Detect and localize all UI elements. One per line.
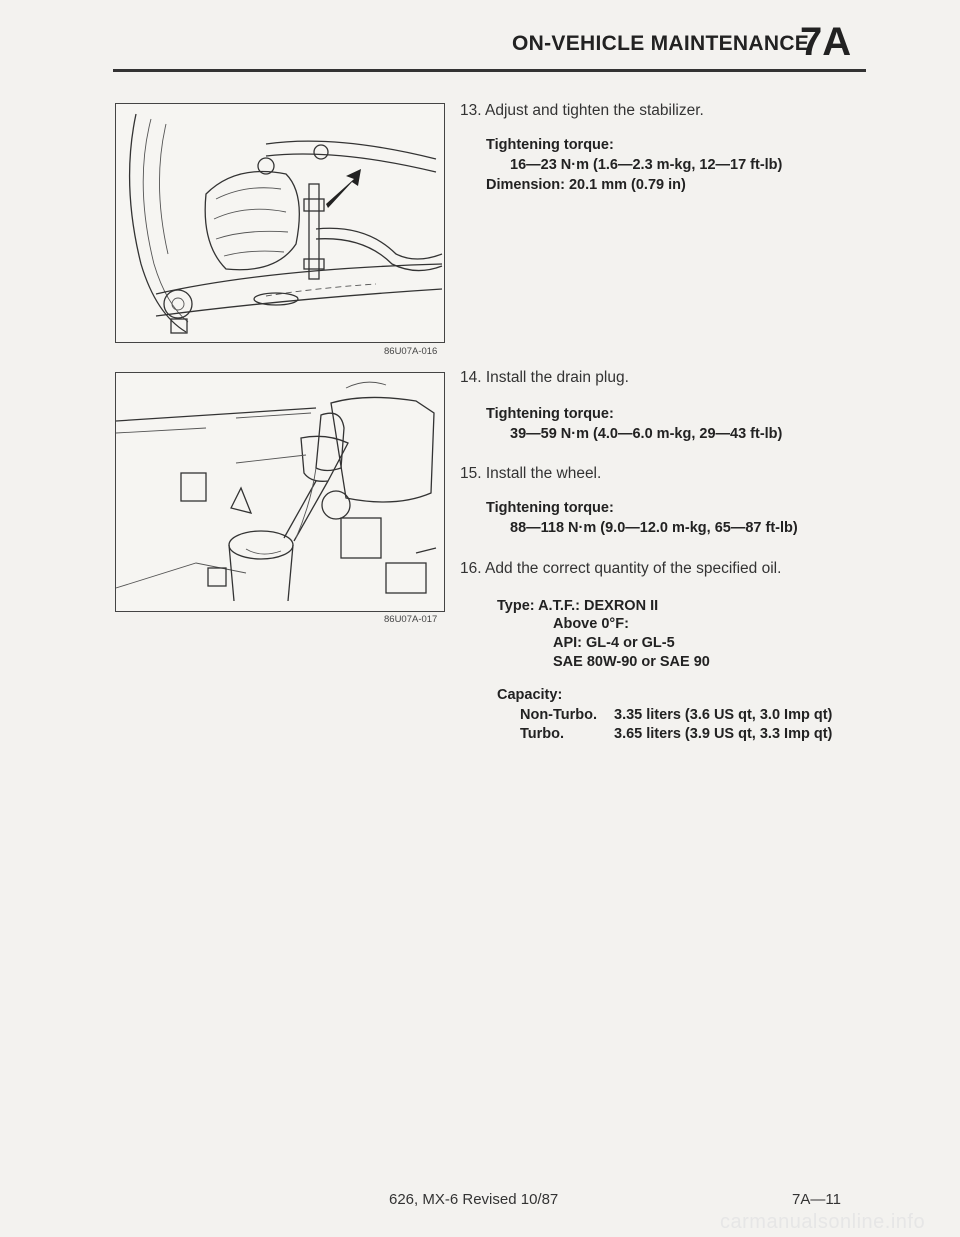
figure-oil-fill [115, 372, 445, 612]
step-14-text: 14. Install the drain plug. [460, 369, 629, 386]
step-15-text: 15. Install the wheel. [460, 465, 602, 482]
capacity-label: Capacity: [497, 687, 563, 703]
step-14-torque-value: 39—59 N·m (4.0—6.0 m-kg, 29—43 ft-lb) [510, 426, 783, 442]
capacity-turbo-name: Turbo. [520, 726, 565, 742]
capacity-turbo-value: 3.65 liters (3.9 US qt, 3.3 Imp qt) [614, 726, 833, 742]
oil-type-line-2: API: GL-4 or GL-5 [553, 635, 675, 651]
step-15-torque-value: 88—118 N·m (9.0—12.0 m-kg, 65—87 ft-lb) [510, 520, 798, 536]
footer-revision: 626, MX-6 Revised 10/87 [389, 1191, 559, 1208]
capacity-nonturbo-name: Non-Turbo. [520, 707, 598, 723]
page-header-title: ON-VEHICLE MAINTENANCE [512, 32, 810, 55]
step-13-dimension: Dimension: 20.1 mm (0.79 in) [486, 177, 686, 193]
step-13-text: 13. Adjust and tighten the stabilizer. [460, 102, 704, 119]
watermark: carmanualsonline.info [720, 1211, 926, 1233]
step-13-torque-value: 16—23 N·m (1.6—2.3 m-kg, 12—17 ft-lb) [510, 157, 783, 173]
oil-type-label: Type: A.T.F.: DEXRON II [497, 598, 659, 614]
header-rule [113, 69, 866, 72]
oil-type-line-3: SAE 80W-90 or SAE 90 [553, 654, 710, 670]
oil-type-line-1: Above 0°F: [553, 616, 629, 632]
capacity-nonturbo-value: 3.35 liters (3.6 US qt, 3.0 Imp qt) [614, 707, 833, 723]
step-14-torque-label: Tightening torque: [486, 406, 614, 422]
step-15-torque-label: Tightening torque: [486, 500, 614, 516]
section-code: 7A [800, 20, 852, 64]
step-13-torque-label: Tightening torque: [486, 137, 614, 153]
figure-code-1: 86U07A-016 [384, 346, 438, 357]
oil-fill-illustration [116, 373, 444, 611]
stabilizer-illustration [116, 104, 444, 342]
step-16-text: 16. Add the correct quantity of the specified oil. [460, 560, 782, 577]
figure-stabilizer [115, 103, 445, 343]
figure-code-2: 86U07A-017 [384, 614, 438, 625]
footer-page-number: 7A—11 [792, 1191, 841, 1208]
